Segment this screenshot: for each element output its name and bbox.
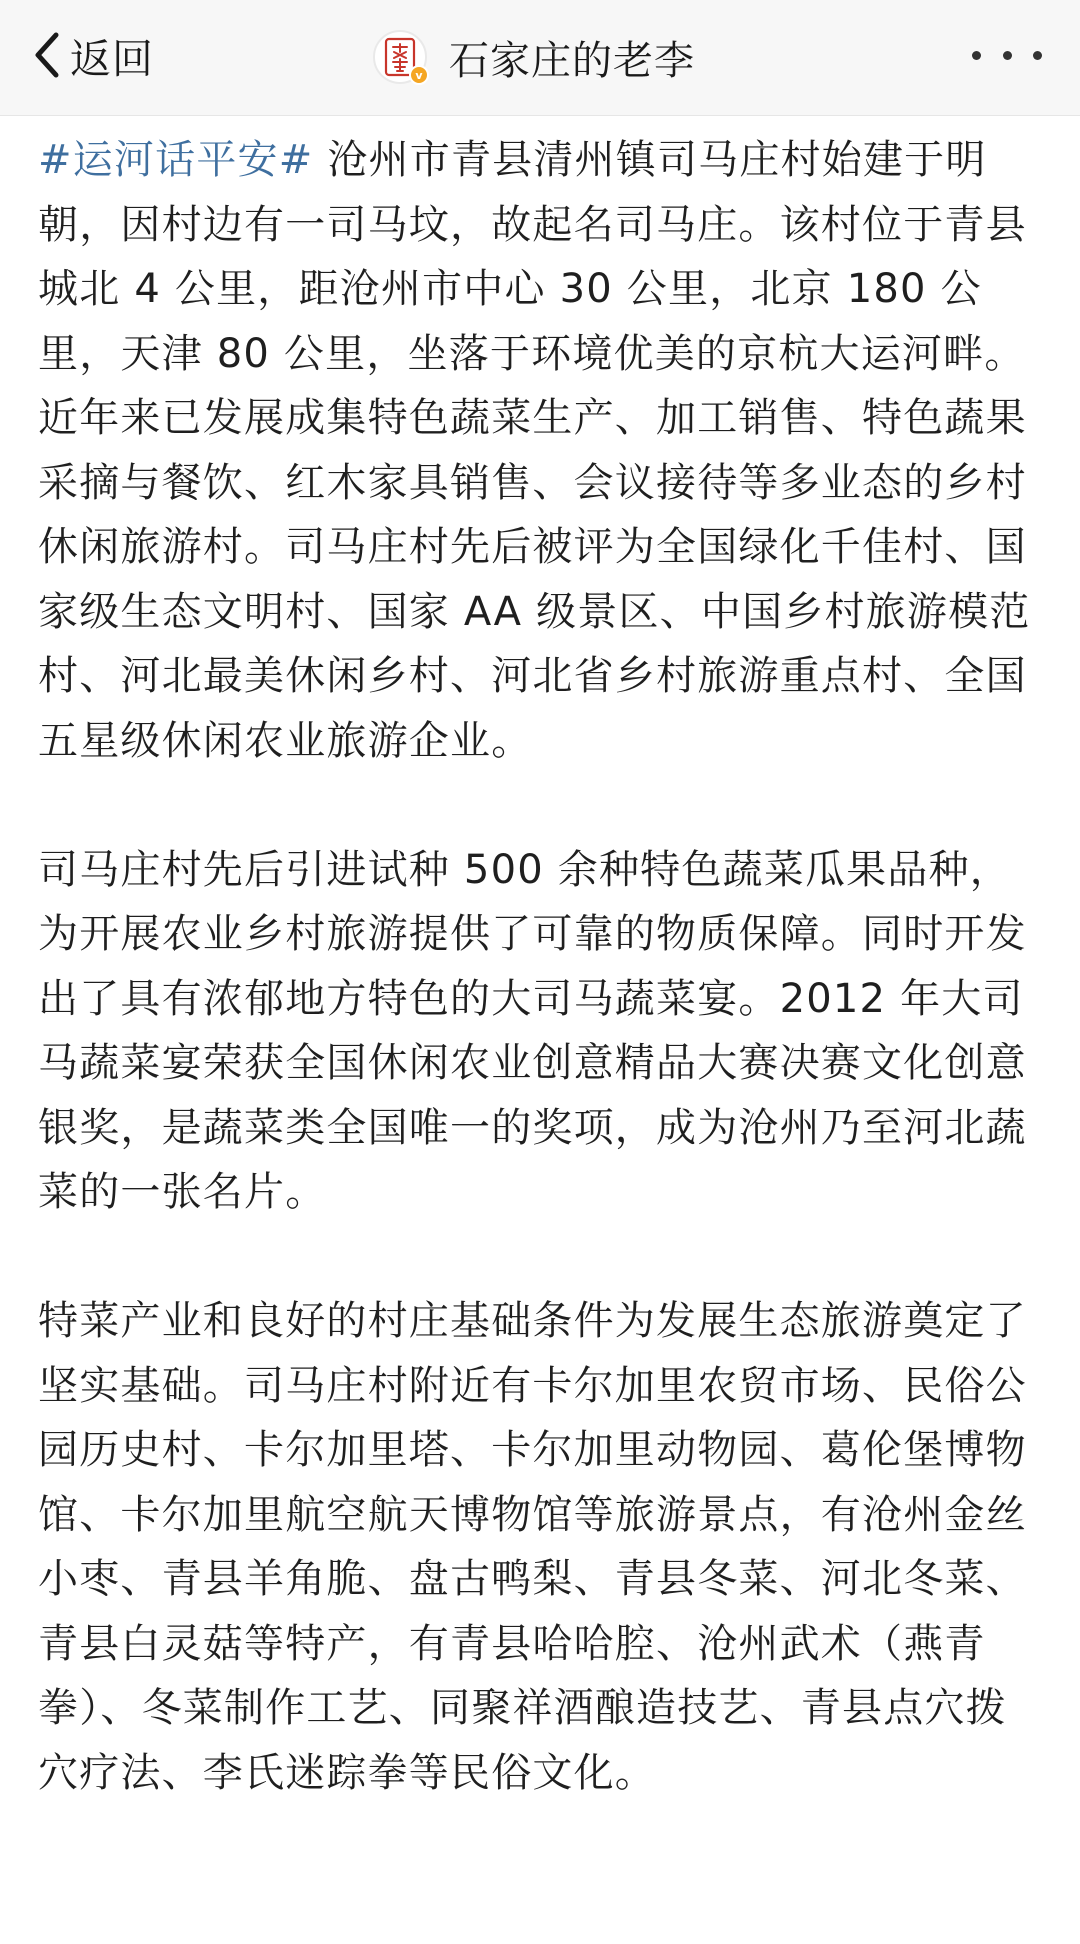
- nav-header: [0, 0, 1080, 116]
- paragraph-spacer: [38, 1225, 1046, 1290]
- more-button[interactable]: [972, 40, 1042, 70]
- back-button[interactable]: [30, 24, 154, 86]
- avatar[interactable]: [373, 30, 427, 84]
- post-paragraph: 司马庄村先后引进试种 500 余种特色蔬菜瓜果品种，为开展农业乡村旅游提供了可靠的物质保障。同时开发出了具有浓郁地方特色的大司马蔬菜宴。2012 年大司马蔬菜宴荣获全国休闲农业创意精品大赛决赛文化创意银奖，是蔬菜类全国唯一的奖项，成为沧州乃至河北蔬菜的一张名片。: [38, 846, 1027, 1215]
- post-content: [38, 128, 1046, 1805]
- back-label: 返回: [70, 34, 154, 83]
- topic-link[interactable]: #运河话平安#: [38, 137, 314, 183]
- more-dots-icon: [972, 51, 981, 60]
- page-title: 石家庄的老李: [449, 37, 695, 84]
- post-paragraph: [38, 128, 1046, 773]
- chevron-left-icon: [30, 29, 64, 81]
- more-dots-icon: [1003, 51, 1012, 60]
- profile-title[interactable]: [373, 26, 695, 88]
- more-dots-icon: [1033, 51, 1042, 60]
- paragraph-text: 沧州市青县清州镇司马庄村始建于明朝，因村边有一司马坟，故起名司马庄。该村位于青县城北 4 公里，距沧州市中心 30 公里，北京 180 公里，天津 80 公里，坐落于环境优美的京杭大运河畔。近年来已发展成集特色蔬菜生产、加工销售、特色蔬果采摘与餐饮、红木家具销售、会议接待等多业态的乡村休闲旅游村。司马庄村先后被评为全国绿化千佳村、国家级生态文明村、国家 AA 级景区、中国乡村旅游模范村、河北最美休闲乡村、河北省乡村旅游重点村、全国五星级休闲农业旅游企业。: [38, 137, 1031, 764]
- paragraph-spacer: [38, 773, 1046, 838]
- post-paragraph: 特菜产业和良好的村庄基础条件为发展生态旅游奠定了坚实基础。司马庄村附近有卡尔加里农贸市场、民俗公园历史村、卡尔加里塔、卡尔加里动物园、葛伦堡博物馆、卡尔加里航空航天博物馆等旅游景点，有沧州金丝小枣、青县羊角脆、盘古鸭梨、青县冬菜、河北冬菜、青县白灵菇等特产，有青县哈哈腔、沧州武术（燕青拳）、冬菜制作工艺、同聚祥酒酿造技艺、青县点穴拨穴疗法、李氏迷踪拳等民俗文化。: [38, 1298, 1027, 1796]
- verified-badge-icon: v: [409, 65, 429, 85]
